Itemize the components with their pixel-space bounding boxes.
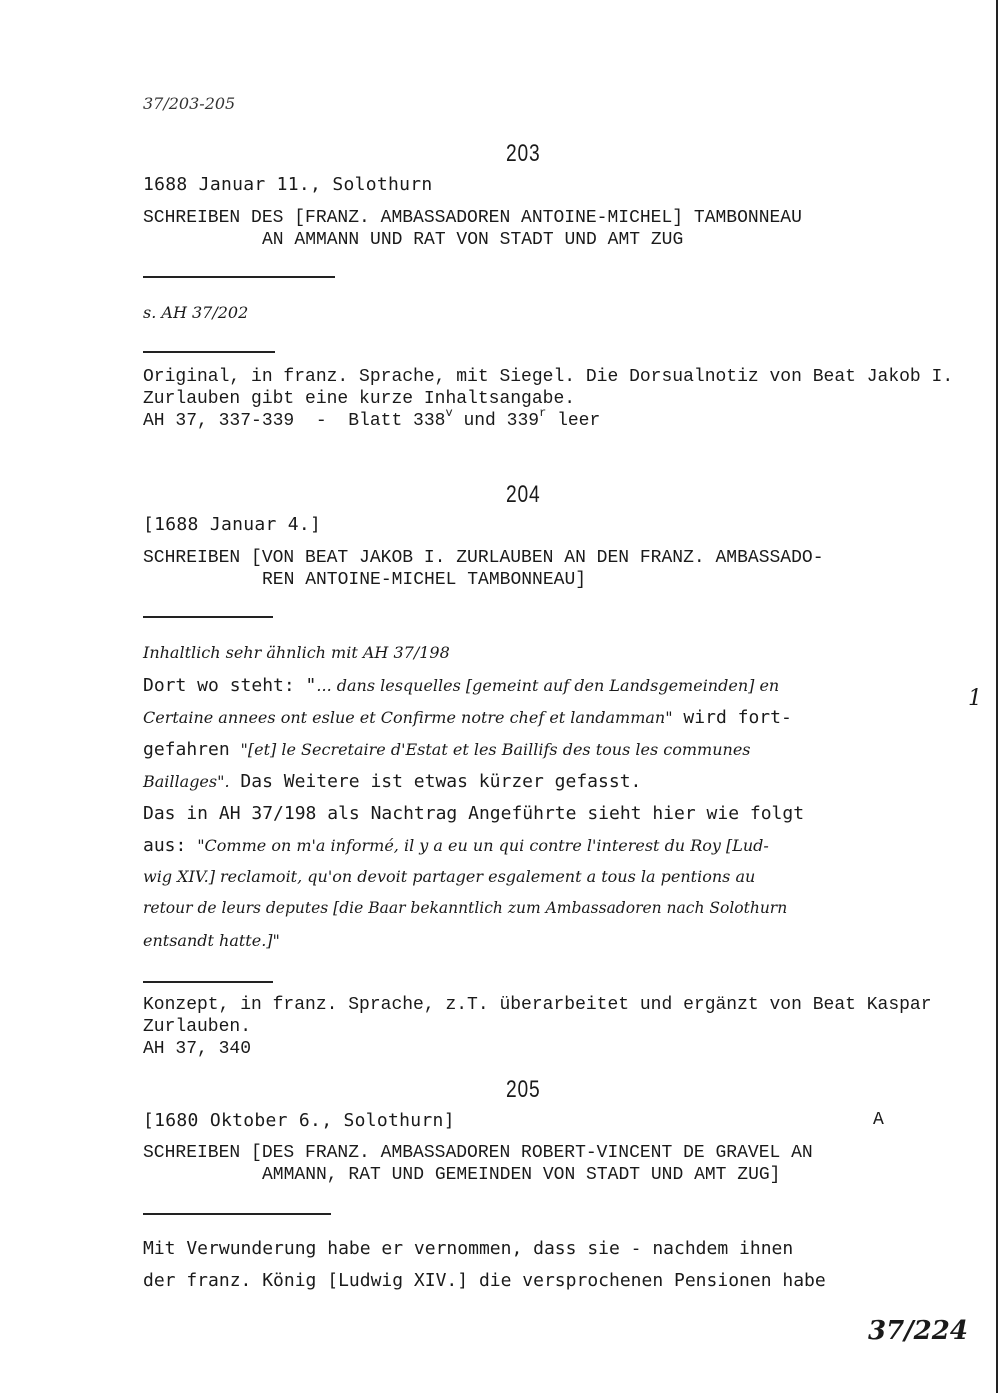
- entry-204-body-line6: [143, 835, 769, 856]
- entry-204-body-line8: retour de leurs deputes [die Baar bekanntlich zum Ambassadoren nach Solothurn: [143, 899, 788, 917]
- entry-203-title-line1: SCHREIBEN DES [FRANZ. AMBASSADOREN ANTOINE-MICHEL] TAMBONNEAU: [143, 208, 802, 228]
- archive-ref: AH 37, 337-339 - Blatt 338: [143, 411, 446, 431]
- quote-run: ... dans lesquelles [gemeint auf den Landsgemeinden] en: [316, 676, 780, 695]
- superscript-verso: v: [445, 406, 453, 420]
- entry-204-date: [1688 Januar 4.]: [143, 514, 322, 535]
- entry-204-title-line1: SCHREIBEN [VON BEAT JAKOB I. ZURLAUBEN AN DEN FRANZ. AMBASSADO-: [143, 548, 824, 568]
- archive-ref-cont: und 339: [452, 411, 540, 431]
- entry-number-203: 203: [506, 140, 541, 167]
- text-run: aus:: [143, 835, 198, 856]
- entry-205-title-line1: SCHREIBEN [DES FRANZ. AMBASSADOREN ROBERT-VINCENT DE GRAVEL AN: [143, 1143, 813, 1163]
- entry-204-note-line3: AH 37, 340: [143, 1039, 252, 1059]
- quote-run: "[et] le Secretaire d'Estat et les Baillifs des tous les communes: [240, 740, 751, 759]
- text-run: wird fort-: [672, 707, 792, 728]
- entry-number-205: 205: [506, 1076, 541, 1103]
- entry-203-note-line3: [143, 406, 601, 431]
- divider: [143, 351, 275, 353]
- entry-204-body-line9: entsandt hatte.]": [143, 931, 280, 950]
- text-run: gefahren: [143, 739, 241, 760]
- divider: [143, 981, 273, 983]
- text-run: Dort wo steht: ": [143, 675, 317, 696]
- entry-205-body-line2: der franz. König [Ludwig XIV.] die versprochenen Pensionen habe: [143, 1270, 826, 1291]
- entry-203-note-line2: Zurlauben gibt eine kurze Inhaltsangabe.: [143, 389, 576, 409]
- quote-run: "Comme on m'a informé, il y a eu un qui contre l'interest du Roy [Lud-: [197, 836, 769, 855]
- entry-204-body-line1: [143, 675, 779, 696]
- entry-number-204: 204: [506, 481, 541, 508]
- text-run: Das Weitere ist etwas kürzer gefasst.: [229, 771, 642, 792]
- entry-203-note-line1: Original, in franz. Sprache, mit Siegel. Die Dorsualnotiz von Beat Jakob I.: [143, 367, 954, 387]
- entry-205-title-line2: AMMANN, RAT UND GEMEINDEN VON STADT UND AMT ZUG]: [262, 1165, 781, 1185]
- entry-204-note-line2: Zurlauben.: [143, 1017, 252, 1037]
- entry-203-see: s. AH 37/202: [143, 303, 249, 322]
- entry-204-body-line5: Das in AH 37/198 als Nachtrag Angeführte sieht hier wie folgt: [143, 803, 805, 824]
- entry-204-title-line2: REN ANTOINE-MICHEL TAMBONNEAU]: [262, 570, 587, 590]
- handwritten-folio-number: 37/224: [868, 1316, 968, 1346]
- scan-edge: [996, 0, 998, 1393]
- entry-204-body-line7: wig XIV.] reclamoit, qu'on devoit partager esgalement a tous la pentions au: [143, 867, 756, 886]
- entry-205-letter: A: [873, 1110, 884, 1130]
- entry-204-body-line3: [143, 739, 751, 760]
- entry-205-date: [1680 Oktober 6., Solothurn]: [143, 1110, 455, 1131]
- superscript-recto: r: [539, 406, 547, 420]
- margin-mark: 1: [968, 686, 982, 711]
- divider: [143, 276, 335, 278]
- document-reference: 37/203-205: [143, 94, 236, 113]
- quote-run: Baillages".: [143, 772, 230, 791]
- quote-run: Certaine annees ont eslue et Confirme notre chef et landamman": [143, 708, 673, 727]
- entry-203-title-line2: AN AMMANN UND RAT VON STADT UND AMT ZUG: [262, 230, 684, 250]
- entry-204-body-line2: [143, 707, 792, 728]
- entry-204-intro: Inhaltlich sehr ähnlich mit AH 37/198: [143, 643, 450, 662]
- divider: [143, 1213, 331, 1215]
- entry-205-body-line1: Mit Verwunderung habe er vernommen, dass sie - nachdem ihnen: [143, 1238, 794, 1259]
- entry-204-note-line1: Konzept, in franz. Sprache, z.T. überarbeitet und ergänzt von Beat Kaspar: [143, 995, 932, 1015]
- entry-203-date: 1688 Januar 11., Solothurn: [143, 174, 433, 195]
- archive-ref-end: leer: [546, 411, 601, 431]
- divider: [143, 616, 273, 618]
- entry-204-body-line4: [143, 771, 641, 792]
